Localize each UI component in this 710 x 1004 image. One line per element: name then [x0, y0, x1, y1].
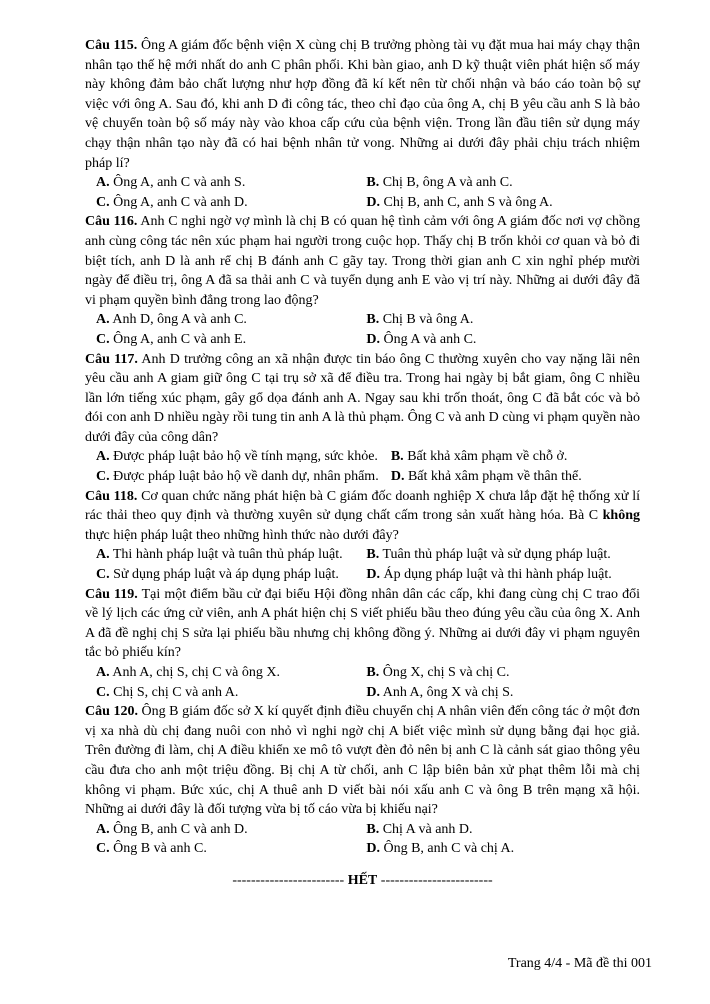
- page-footer: Trang 4/4 - Mã đề thi 001: [507, 956, 652, 972]
- option-c: [96, 467, 391, 487]
- question-body: Anh D trưởng công an xã nhận được tin báo ông C thường xuyên cho vay nặng lãi nên yêu cầu anh A giam giữ ông C tại trụ sở xã để điều tra. Trong hai ngày bị bắt giam, ông C nhiều lần lớn tiếng xúc phạm, gây gổ dọa đánh anh A. Ngay sau khi trốn thoát, ông C đã bắt cóc và bỏ đói con anh D nhiều ngày rồi tung tin anh A là thủ phạm. Ông C và anh D cùng vi phạm quyền nào dưới đây của công dân?: [85, 351, 641, 445]
- end-marker: [85, 871, 640, 891]
- question-number: Câu 118.: [85, 488, 138, 504]
- question-block-118: [85, 487, 640, 585]
- question-body-pre: Cơ quan chức năng phát hiện bà C giám đốc doanh nghiệp X chưa lắp đặt hệ thống xử lí rác thải theo quy định và thường xuyên sử dụng chất cấm trong sản xuất hàng hóa. Bà C: [85, 488, 640, 524]
- option-b: [366, 820, 472, 840]
- option-b: [366, 310, 473, 330]
- option-text: Ông A, anh C và anh E.: [113, 331, 247, 347]
- options-row: [96, 173, 640, 193]
- options-row: [96, 663, 640, 683]
- option-text: Áp dụng pháp luật và thi hành pháp luật.: [383, 567, 612, 583]
- option-c: [96, 330, 366, 350]
- question-text: [85, 702, 640, 820]
- option-b: [366, 173, 512, 193]
- option-a: [96, 447, 391, 467]
- question-body: Anh C nghi ngờ vợ mình là chị B có quan hệ tình cảm với ông A giám đốc nơi vợ chồng anh cùng công tác nên xúc phạm hai người trong cuộc họp. Thấy chị B trốn khỏi cơ quan và bỏ đi biệt tích, anh D là anh rể chị B đánh anh C gãy tay. Trong thời gian anh C xin nghỉ phép mười ngày để điều trị, ông A đã sa thải anh C và tuyển dụng anh E vào vị trí này. Những ai dưới đây đã vi phạm quyền bình đẳng trong lao động?: [85, 214, 641, 308]
- options: [85, 663, 640, 702]
- option-b: [366, 545, 610, 565]
- option-letter: A.: [96, 821, 110, 837]
- options-row: [96, 447, 640, 467]
- question-body-post: thực hiện pháp luật theo những hình thức nào dưới đây?: [85, 527, 399, 543]
- question-block-116: [85, 212, 640, 349]
- option-letter: A.: [96, 312, 110, 328]
- option-text: Thi hành pháp luật và tuân thủ pháp luật.: [112, 547, 343, 563]
- option-letter: A.: [96, 547, 110, 563]
- option-a: [96, 173, 366, 193]
- option-letter: D.: [366, 684, 380, 700]
- option-letter: D.: [366, 194, 380, 210]
- option-letter: C.: [96, 469, 110, 485]
- options: [85, 820, 640, 859]
- option-text: Được pháp luật bảo hộ về tính mạng, sức khỏe.: [113, 449, 378, 465]
- option-text: Anh D, ông A và anh C.: [112, 312, 247, 328]
- option-letter: B.: [366, 175, 380, 191]
- option-letter: D.: [366, 841, 380, 857]
- options-row: [96, 330, 640, 350]
- option-c: [96, 193, 366, 213]
- option-d: [391, 467, 582, 487]
- option-letter: A.: [96, 175, 110, 191]
- option-letter: B.: [366, 665, 380, 680]
- option-text: Chị B, ông A và anh C.: [382, 175, 513, 191]
- question-number: Câu 119.: [85, 586, 138, 602]
- question-body: Ông A giám đốc bệnh viện X cùng chị B trưởng phòng tài vụ đặt mua hai máy chạy thận nhân tạo thế hệ mới nhất do anh C phân phối. Khi bàn giao, anh D kỹ thuật viên phát hiện số máy này không đảm bảo chất lượng như hợp đồng đã kí kết nên từ chối nhận và báo cáo toàn bộ sự việc với ông A. Sau đó, khi anh D đi công tác, theo chỉ đạo của ông A, chị B yêu cầu anh S là bảo vệ chuyển toàn bộ số máy này vào khoa cấp cứu của bệnh viện. Trong lần đầu tiên sử dụng máy chạy thận nhân tạo này đã có hai bệnh nhân tử vong. Những ai dưới đây phải chịu trách nhiệm pháp lí?: [85, 38, 641, 171]
- option-b: [366, 663, 509, 683]
- option-letter: C.: [96, 841, 110, 857]
- option-letter: B.: [366, 312, 380, 328]
- question-number: Câu 115.: [85, 38, 138, 53]
- options-row: [96, 839, 640, 859]
- option-text: Anh A, ông X và chị S.: [382, 684, 514, 700]
- question-number: Câu 116.: [85, 214, 138, 230]
- end-marker-label: HẾT: [347, 872, 378, 888]
- option-text: Chị A và anh D.: [382, 821, 473, 837]
- option-text: Chị B và ông A.: [382, 312, 474, 328]
- option-text: Anh A, chị S, chị C và ông X.: [112, 665, 280, 680]
- option-c: [96, 683, 366, 703]
- option-text: Ông B, anh C và anh D.: [113, 821, 248, 837]
- question-body: Ông B giám đốc sở X kí quyết định điều chuyển chị A nhân viên đến công tác ở một đơn vị xa nhà dù chị đang nuôi con nhỏ vì nghi ngờ chị A biết việc mình sử dụng bằng đại học giả. Trên đường đi làm, chị A điều khiển xe mô tô vượt đèn đỏ nên bị anh C là cảnh sát giao thông yêu cầu đưa cho anh một triệu đồng. Bị chị A từ chối, anh C lập biên bản xử phạt thêm lỗi mà chị không vi phạm. Bức xúc, chị A thuê anh D viết bài nói xấu anh C và ông B trên mạng xã hội. Những ai dưới đây là đối tượng vừa bị tố cáo vừa bị khiếu nại?: [85, 704, 640, 818]
- option-text: Ông A, anh C và anh S.: [113, 175, 246, 191]
- option-letter: D.: [366, 331, 380, 347]
- options-row: [96, 820, 640, 840]
- option-text: Bất khả xâm phạm về thân thể.: [407, 469, 582, 485]
- options-row: [96, 545, 640, 565]
- question-block-115: [85, 36, 640, 212]
- options-row: [96, 193, 640, 213]
- option-text: Chị S, chị C và anh A.: [113, 684, 239, 700]
- question-number: Câu 120.: [85, 704, 138, 720]
- question-body: Tại một điểm bầu cử đại biểu Hội đồng nhân dân các cấp, khi đang cùng chị C trao đổi về lý lịch các ứng cử viên, anh A phát hiện chị S viết phiếu bầu theo đúng yêu cầu của ông X. Anh A đã đề nghị chị S sửa lại phiếu bầu nhưng chị không đồng ý. Những ai dưới đây vi phạm nguyên tắc bỏ phiếu kín?: [85, 586, 641, 661]
- question-text: [85, 585, 640, 663]
- option-d: [366, 330, 476, 350]
- option-b: [391, 447, 568, 467]
- option-d: [366, 839, 514, 859]
- option-a: [96, 310, 366, 330]
- question-text: [85, 350, 640, 448]
- option-letter: C.: [96, 684, 110, 700]
- question-block-120: [85, 702, 640, 859]
- option-a: [96, 820, 366, 840]
- option-a: [96, 663, 366, 683]
- question-number: Câu 117.: [85, 351, 138, 367]
- option-letter: A.: [96, 449, 110, 465]
- options-row: [96, 467, 640, 487]
- question-text: [85, 212, 640, 310]
- option-letter: D.: [390, 469, 405, 485]
- option-letter: A.: [96, 665, 110, 680]
- question-text: [85, 36, 640, 173]
- option-c: [96, 839, 366, 859]
- option-letter: D.: [366, 567, 380, 583]
- option-letter: C.: [96, 567, 110, 583]
- option-text: Bất khả xâm phạm về chỗ ở.: [407, 449, 568, 465]
- option-d: [366, 565, 611, 585]
- options: [85, 447, 640, 486]
- option-text: Ông X, chị S và chị C.: [382, 665, 510, 680]
- option-letter: B.: [366, 821, 380, 837]
- option-text: Ông A và anh C.: [383, 331, 477, 347]
- option-text: Ông A, anh C và anh D.: [113, 194, 248, 210]
- option-text: Tuân thủ pháp luật và sử dụng pháp luật.: [382, 547, 611, 563]
- option-c: [96, 565, 366, 585]
- question-block-117: [85, 350, 640, 487]
- option-letter: C.: [96, 194, 110, 210]
- option-text: Ông B và anh C.: [113, 841, 207, 857]
- options-row: [96, 683, 640, 703]
- option-letter: B.: [366, 547, 380, 563]
- option-letter: B.: [390, 449, 404, 465]
- end-marker-dashes-left: ------------------------: [232, 872, 345, 888]
- option-text: Sử dụng pháp luật và áp dụng pháp luật.: [113, 567, 339, 583]
- option-d: [366, 683, 513, 703]
- options: [85, 173, 640, 212]
- end-marker-dashes-right: ------------------------: [380, 872, 493, 888]
- option-d: [366, 193, 552, 213]
- options: [85, 310, 640, 349]
- option-text: Ông B, anh C và chị A.: [383, 841, 515, 857]
- option-a: [96, 545, 366, 565]
- option-text: Được pháp luật bảo hộ về danh dự, nhân phẩm.: [113, 469, 379, 485]
- option-letter: C.: [96, 331, 110, 347]
- options: [85, 545, 640, 584]
- options-row: [96, 565, 640, 585]
- question-text: [85, 487, 640, 546]
- options-row: [96, 310, 640, 330]
- option-text: Chị B, anh C, anh S và ông A.: [383, 194, 553, 210]
- question-block-119: [85, 585, 640, 703]
- question-bold-word: không: [602, 508, 640, 524]
